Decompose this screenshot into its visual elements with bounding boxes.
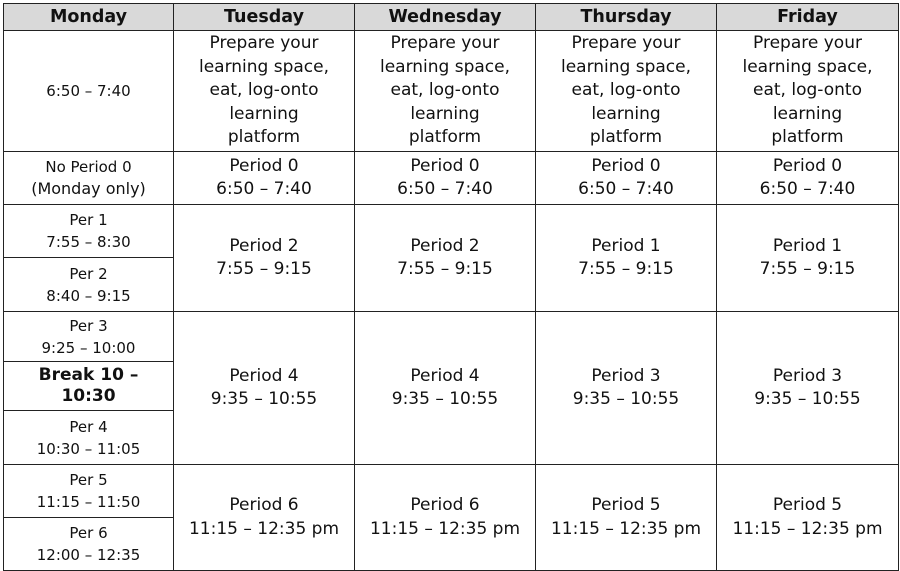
period-label: Period 4 (229, 365, 299, 386)
block-3-row-a (4, 465, 899, 518)
period-label: Period 0 (591, 155, 661, 176)
prepare-line: eat, log-onto (390, 80, 500, 101)
wednesday-period-0-cell (355, 152, 536, 205)
monday-period-0-label: No Period 0 (45, 158, 132, 176)
monday-period-0-note: (Monday only) (31, 179, 146, 198)
monday-per-5-cell (4, 465, 174, 518)
thursday-block-3-cell (536, 465, 717, 571)
prepare-line: platform (771, 127, 844, 148)
prepare-line: platform (589, 127, 663, 148)
break-time: 10:30 (61, 386, 116, 406)
period-time: 6:50 – 7:40 (578, 179, 674, 199)
prepare-line: eat, log-onto (753, 80, 862, 101)
period-label: Period 3 (591, 365, 661, 386)
period-time: 6:50 – 7:40 (759, 179, 856, 199)
monday-period-label: Per 3 (69, 316, 108, 335)
header-thursday: Thursday (536, 4, 717, 31)
period-time: 11:15 – 12:35 pm (369, 518, 521, 539)
monday-period-time: 11:15 – 11:50 (36, 493, 141, 511)
prepare-line: learning space, (379, 56, 511, 77)
block-1-row-a (4, 205, 899, 258)
wednesday-prepare-cell (355, 31, 536, 152)
monday-break-cell (4, 362, 174, 411)
period-label: Period 0 (410, 155, 480, 176)
monday-period-label: Per 1 (69, 211, 108, 229)
monday-per-4-cell (4, 411, 174, 465)
monday-period-label: Per 6 (69, 524, 108, 542)
period-time: 7:55 – 9:15 (578, 259, 674, 279)
prepare-line: Prepare your (209, 33, 319, 54)
prepare-line: learning (772, 103, 843, 124)
tuesday-block-2-cell (174, 312, 355, 465)
monday-period-time: 10:30 – 11:05 (36, 439, 141, 458)
thursday-prepare-cell (536, 31, 717, 152)
period-time: 9:35 – 10:55 (391, 389, 499, 409)
friday-block-1-cell (717, 205, 899, 312)
header-tuesday: Tuesday (174, 4, 355, 31)
monday-period-time: 8:40 – 9:15 (46, 286, 131, 305)
period-time: 11:15 – 12:35 pm (550, 518, 702, 539)
friday-block-3-cell (717, 465, 899, 571)
tuesday-block-3-cell (174, 465, 355, 571)
period-label: Period 5 (591, 495, 661, 515)
period-label: Period 1 (591, 235, 661, 256)
period-label: Period 1 (772, 235, 843, 256)
monday-per-2-cell (4, 258, 174, 312)
period-label: Period 0 (229, 155, 299, 176)
prepare-line: Prepare your (571, 33, 681, 54)
thursday-period-0-cell (536, 152, 717, 205)
monday-per-6-cell (4, 518, 174, 571)
period-label: Period 2 (410, 235, 480, 256)
break-label: Break 10 – (38, 365, 139, 385)
period-time: 11:15 – 12:35 pm (188, 518, 340, 539)
prepare-row (4, 31, 899, 152)
period-label: Period 4 (410, 365, 480, 386)
monday-per-1-cell (4, 205, 174, 258)
header-wednesday: Wednesday (355, 4, 536, 31)
period-label: Period 6 (410, 495, 480, 515)
tuesday-prepare-cell (174, 31, 355, 152)
monday-period-label: Per 4 (69, 417, 108, 436)
block-2-row-a (4, 312, 899, 362)
thursday-block-2-cell (536, 312, 717, 465)
wednesday-block-1-cell (355, 205, 536, 312)
period-label: Period 5 (772, 495, 843, 515)
header-friday: Friday (717, 4, 899, 31)
prepare-line: platform (227, 127, 301, 148)
thursday-block-1-cell (536, 205, 717, 312)
period-time: 7:55 – 9:15 (216, 259, 312, 279)
tuesday-period-0-cell (174, 152, 355, 205)
monday-period-time: 9:25 – 10:00 (41, 338, 136, 357)
prepare-line: eat, log-onto (209, 80, 319, 101)
monday-period-label: Per 5 (69, 471, 108, 489)
prepare-line: Prepare your (390, 33, 500, 54)
period-time: 7:55 – 9:15 (759, 259, 856, 279)
period-time: 9:35 – 10:55 (754, 389, 861, 409)
prepare-line: learning (229, 103, 299, 124)
period-time: 9:35 – 10:55 (572, 389, 680, 409)
friday-block-2-cell (717, 312, 899, 465)
monday-per-3-cell (4, 312, 174, 362)
period-label: Period 0 (772, 155, 843, 176)
period-time: 11:15 – 12:35 pm (732, 518, 883, 539)
period-time: 6:50 – 7:40 (397, 179, 493, 199)
header-row (4, 4, 899, 31)
monday-period-0-cell (4, 152, 174, 205)
monday-period-label: Per 2 (69, 264, 108, 283)
header-monday: Monday (4, 4, 174, 31)
wednesday-block-2-cell (355, 312, 536, 465)
period-label: Period 2 (229, 235, 299, 256)
friday-period-0-cell (717, 152, 899, 205)
prepare-line: Prepare your (753, 33, 862, 54)
monday-period-time: 12:00 – 12:35 (36, 546, 141, 564)
prepare-line: learning space, (742, 56, 873, 77)
prepare-line: eat, log-onto (571, 80, 681, 101)
prepare-line: platform (408, 127, 482, 148)
monday-prepare-time: 6:50 – 7:40 (4, 31, 174, 152)
tuesday-block-1-cell (174, 205, 355, 312)
period-label: Period 3 (772, 365, 843, 386)
monday-period-time: 7:55 – 8:30 (46, 233, 131, 251)
period-time: 9:35 – 10:55 (210, 389, 318, 409)
wednesday-block-3-cell (355, 465, 536, 571)
period-0-row (4, 152, 899, 205)
prepare-line: learning (410, 103, 480, 124)
prepare-line: learning space, (198, 56, 330, 77)
prepare-line: learning space, (560, 56, 692, 77)
period-time: 7:55 – 9:15 (397, 259, 493, 279)
period-time: 6:50 – 7:40 (216, 179, 312, 199)
prepare-line: learning (591, 103, 661, 124)
friday-prepare-cell (717, 31, 899, 152)
schedule-table (3, 3, 899, 571)
period-label: Period 6 (229, 495, 299, 515)
